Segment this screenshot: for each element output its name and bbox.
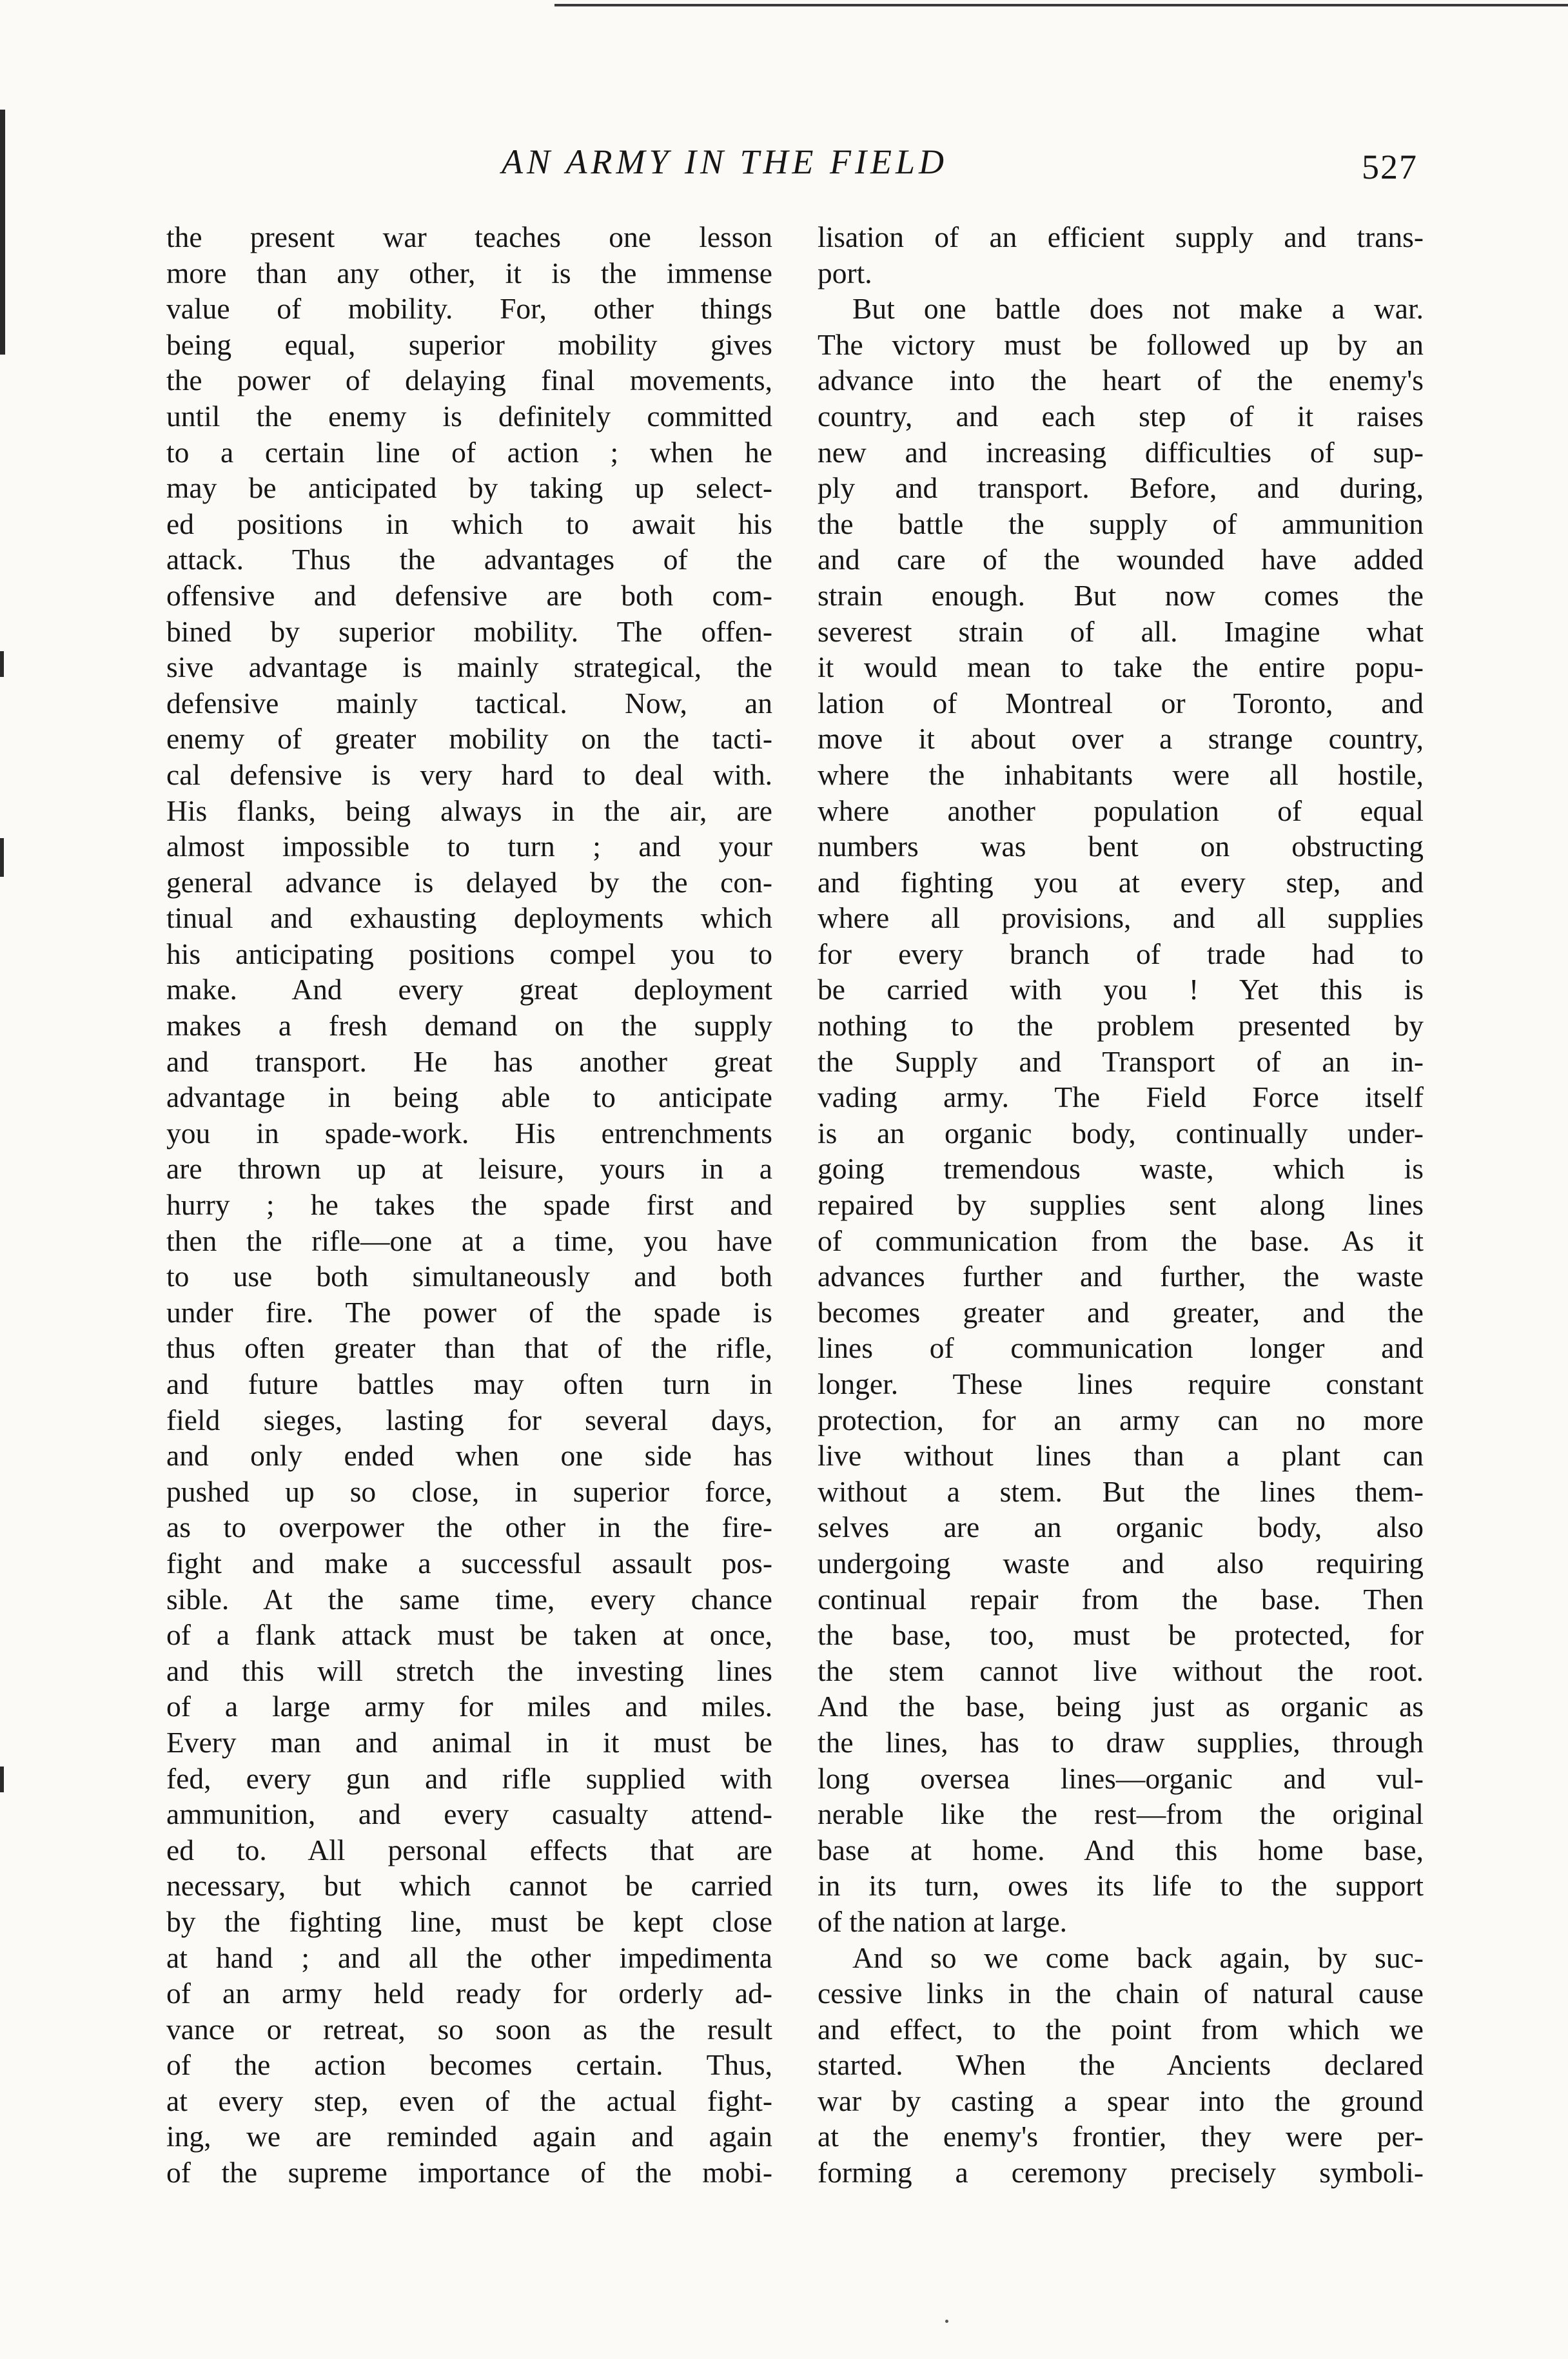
left-column bbox=[166, 219, 772, 2244]
text-line: vading army. The Field Force itself bbox=[818, 1081, 1424, 1114]
text-line: cal defensive is very hard to deal with. bbox=[166, 758, 772, 791]
text-line: at the enemy's frontier, they were per- bbox=[818, 2120, 1424, 2153]
text-line: the Supply and Transport of an in- bbox=[818, 1044, 1424, 1078]
text-line: repaired by supplies sent along lines bbox=[818, 1188, 1424, 1222]
text-line: advantage in being able to anticipate bbox=[166, 1081, 772, 1114]
text-line: new and increasing difficulties of sup- bbox=[818, 435, 1424, 469]
text-line: base at home. And this home base, bbox=[818, 1833, 1424, 1866]
text-line: forming a ceremony precisely symboli- bbox=[818, 2156, 1424, 2189]
text-line: ply and transport. Before, and during, bbox=[818, 471, 1424, 505]
text-line: under fire. The power of the spade is bbox=[166, 1295, 772, 1329]
text-line: where another population of equal bbox=[818, 794, 1424, 827]
text-line: where all provisions, and all supplies bbox=[818, 901, 1424, 935]
scan-edge-mark bbox=[0, 110, 5, 355]
text-line: the power of delaying final movements, bbox=[166, 364, 772, 397]
text-line: nothing to the problem presented by bbox=[818, 1009, 1424, 1042]
text-line: where the inhabitants were all hostile, bbox=[818, 758, 1424, 791]
text-line: as to overpower the other in the fire- bbox=[166, 1511, 772, 1544]
text-line: more than any other, it is the immense bbox=[166, 256, 772, 289]
text-line: undergoing waste and also requiring bbox=[818, 1546, 1424, 1580]
text-line: lines of communication longer and bbox=[818, 1331, 1424, 1365]
scan-edge-mark bbox=[0, 1767, 4, 1792]
text-line: for every branch of trade had to bbox=[818, 937, 1424, 970]
running-title: AN ARMY IN THE FIELD bbox=[502, 142, 948, 181]
paragraph bbox=[818, 219, 1424, 291]
text-line: attack. Thus the advantages of the bbox=[166, 543, 772, 576]
text-line: the lines, has to draw supplies, through bbox=[818, 1725, 1424, 1759]
text-line: thus often greater than that of the rifle, bbox=[166, 1331, 772, 1365]
text-line: live without lines than a plant can bbox=[818, 1439, 1424, 1473]
text-line: longer. These lines require constant bbox=[818, 1367, 1424, 1400]
text-line: going tremendous waste, which is bbox=[818, 1152, 1424, 1186]
text-line: and fighting you at every step, and bbox=[818, 865, 1424, 899]
text-line: of the action becomes certain. Thus, bbox=[166, 2048, 772, 2082]
text-line: of a flank attack must be taken at once, bbox=[166, 1618, 772, 1652]
text-line: long oversea lines—organic and vul- bbox=[818, 1761, 1424, 1795]
text-line: advance into the heart of the enemy's bbox=[818, 364, 1424, 397]
text-line: ammunition, and every casualty attend- bbox=[166, 1797, 772, 1831]
text-line: Every man and animal in it must be bbox=[166, 1725, 772, 1759]
text-line: being equal, superior mobility gives bbox=[166, 328, 772, 361]
text-line: vance or retreat, so soon as the result bbox=[166, 2012, 772, 2046]
text-line: of the nation at large. bbox=[818, 1904, 1068, 1938]
text-line: the battle the supply of ammunition bbox=[818, 507, 1424, 540]
text-line: nerable like the rest—from the original bbox=[818, 1797, 1424, 1831]
text-line: sive advantage is mainly strategical, the bbox=[166, 651, 772, 684]
text-line: His flanks, being always in the air, are bbox=[166, 794, 772, 827]
text-line: started. When the Ancients declared bbox=[818, 2048, 1424, 2082]
text-line: and this will stretch the investing lines bbox=[166, 1654, 772, 1687]
text-line: necessary, but which cannot be carried bbox=[166, 1869, 772, 1903]
text-line: of the supreme importance of the mobi- bbox=[166, 2156, 772, 2189]
text-line: of an army held ready for orderly ad- bbox=[166, 1977, 772, 2010]
text-line: enemy of greater mobility on the tacti- bbox=[166, 722, 772, 756]
text-line: country, and each step of it raises bbox=[818, 399, 1424, 433]
text-line: at every step, even of the actual fight- bbox=[166, 2084, 772, 2117]
text-line: the base, too, must be protected, for bbox=[818, 1618, 1424, 1652]
paragraph bbox=[818, 291, 1424, 1939]
text-line: it would mean to take the entire popu- bbox=[818, 651, 1424, 684]
page-number: 527 bbox=[1362, 148, 1418, 186]
scan-dot bbox=[945, 2320, 948, 2323]
text-line: defensive mainly tactical. Now, an bbox=[166, 686, 772, 719]
text-line: tinual and exhausting deployments which bbox=[166, 901, 772, 935]
text-line: without a stem. But the lines them- bbox=[818, 1474, 1424, 1508]
text-line: you in spade-work. His entrenchments bbox=[166, 1116, 772, 1150]
top-rule bbox=[554, 4, 1568, 6]
text-line: protection, for an army can no more bbox=[818, 1403, 1424, 1436]
text-line: And so we come back again, by suc- bbox=[852, 1941, 1424, 1974]
text-line: lation of Montreal or Toronto, and bbox=[818, 686, 1424, 719]
text-line: continual repair from the base. Then bbox=[818, 1582, 1424, 1616]
text-line: until the enemy is definitely committed bbox=[166, 399, 772, 433]
text-line: offensive and defensive are both com- bbox=[166, 578, 772, 612]
text-line: to use both simultaneously and both bbox=[166, 1260, 772, 1293]
paragraph bbox=[818, 1940, 1424, 2191]
text-line: almost impossible to turn ; and your bbox=[166, 830, 772, 863]
text-line: and transport. He has another great bbox=[166, 1044, 772, 1078]
text-line: make. And every great deployment bbox=[166, 973, 772, 1006]
text-line: move it about over a strange country, bbox=[818, 722, 1424, 756]
text-line: and care of the wounded have added bbox=[818, 543, 1424, 576]
text-line: cessive links in the chain of natural cause bbox=[818, 1977, 1424, 2010]
text-line: then the rifle—one at a time, you have bbox=[166, 1224, 772, 1257]
text-line: numbers was bent on obstructing bbox=[818, 830, 1424, 863]
text-line: by the fighting line, must be kept close bbox=[166, 1904, 772, 1938]
text-line: selves are an organic body, also bbox=[818, 1511, 1424, 1544]
paragraph bbox=[166, 219, 772, 2191]
text-line: may be anticipated by taking up select- bbox=[166, 471, 772, 505]
text-line: But one battle does not make a war. bbox=[852, 292, 1424, 326]
text-line: advances further and further, the waste bbox=[818, 1260, 1424, 1293]
scan-edge-mark bbox=[0, 838, 4, 877]
text-line: the stem cannot live without the root. bbox=[818, 1654, 1424, 1687]
text-line: makes a fresh demand on the supply bbox=[166, 1009, 772, 1042]
text-line: sible. At the same time, every chance bbox=[166, 1582, 772, 1616]
text-line: his anticipating positions compel you to bbox=[166, 937, 772, 970]
text-line: to a certain line of action ; when he bbox=[166, 435, 772, 469]
text-line: port. bbox=[818, 256, 872, 289]
scan-edge-mark bbox=[0, 651, 4, 677]
text-line: be carried with you ! Yet this is bbox=[818, 973, 1424, 1006]
text-line: lisation of an efficient supply and trans- bbox=[818, 220, 1424, 253]
text-line: general advance is delayed by the con- bbox=[166, 865, 772, 899]
text-line: war by casting a spear into the ground bbox=[818, 2084, 1424, 2117]
text-line: severest strain of all. Imagine what bbox=[818, 614, 1424, 648]
text-line: becomes greater and greater, and the bbox=[818, 1295, 1424, 1329]
text-line: are thrown up at leisure, yours in a bbox=[166, 1152, 772, 1186]
text-line: and future battles may often turn in bbox=[166, 1367, 772, 1400]
text-line: ing, we are reminded again and again bbox=[166, 2120, 772, 2153]
text-line: ed positions in which to await his bbox=[166, 507, 772, 540]
text-line: of a large army for miles and miles. bbox=[166, 1690, 772, 1723]
text-line: the present war teaches one lesson bbox=[166, 220, 772, 253]
text-line: strain enough. But now comes the bbox=[818, 578, 1424, 612]
text-line: bined by superior mobility. The offen- bbox=[166, 614, 772, 648]
text-line: field sieges, lasting for several days, bbox=[166, 1403, 772, 1436]
text-line: pushed up so close, in superior force, bbox=[166, 1474, 772, 1508]
text-line: fed, every gun and rifle supplied with bbox=[166, 1761, 772, 1795]
right-column bbox=[818, 219, 1424, 2244]
text-line: in its turn, owes its life to the support bbox=[818, 1869, 1424, 1903]
text-line: value of mobility. For, other things bbox=[166, 292, 772, 326]
text-line: fight and make a successful assault pos- bbox=[166, 1546, 772, 1580]
text-line: The victory must be followed up by an bbox=[818, 328, 1424, 361]
text-line: of communication from the base. As it bbox=[818, 1224, 1424, 1257]
text-line: ed to. All personal effects that are bbox=[166, 1833, 772, 1866]
text-line: and only ended when one side has bbox=[166, 1439, 772, 1473]
text-line: at hand ; and all the other impedimenta bbox=[166, 1941, 772, 1974]
text-line: and effect, to the point from which we bbox=[818, 2012, 1424, 2046]
text-line: And the base, being just as organic as bbox=[818, 1690, 1424, 1723]
text-line: is an organic body, continually under- bbox=[818, 1116, 1424, 1150]
text-line: hurry ; he takes the spade first and bbox=[166, 1188, 772, 1222]
